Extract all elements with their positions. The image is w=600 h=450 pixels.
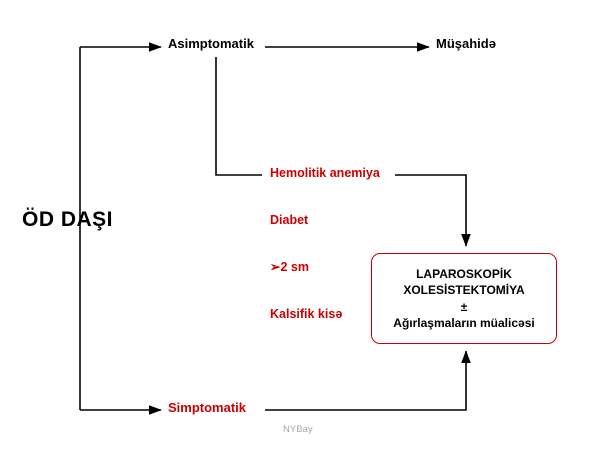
risk-factor-item: ➢2 sm	[270, 260, 309, 274]
treatment-line: XOLESİSTEKTOMİYA	[403, 283, 525, 298]
node-symptomatic: Simptomatik	[168, 400, 247, 415]
line-symptomatic-to-treatment	[265, 351, 466, 410]
risk-factor-item: Diabet	[270, 213, 309, 228]
risk-factor-item: Hemolitik anemiya	[270, 166, 380, 181]
treatment-line: LAPAROSKOPİK	[416, 267, 512, 282]
node-observation: Müşahidə	[436, 36, 496, 51]
line-asymptomatic-to-risk-factors	[216, 57, 262, 175]
node-risk-factors	[270, 135, 380, 354]
risk-factor-item: Kalsifik kisə	[270, 306, 343, 321]
treatment-line: Ağırlaşmaların müalicəsi	[393, 315, 535, 330]
treatment-line: ±	[460, 299, 468, 314]
node-treatment-box	[371, 253, 557, 344]
watermark-label: NYBay	[283, 424, 313, 435]
diagram-title: ÖD DAŞI	[22, 208, 114, 231]
line-risk-factors-to-treatment	[395, 175, 466, 246]
node-asymptomatic: Asimptomatik	[168, 36, 254, 51]
